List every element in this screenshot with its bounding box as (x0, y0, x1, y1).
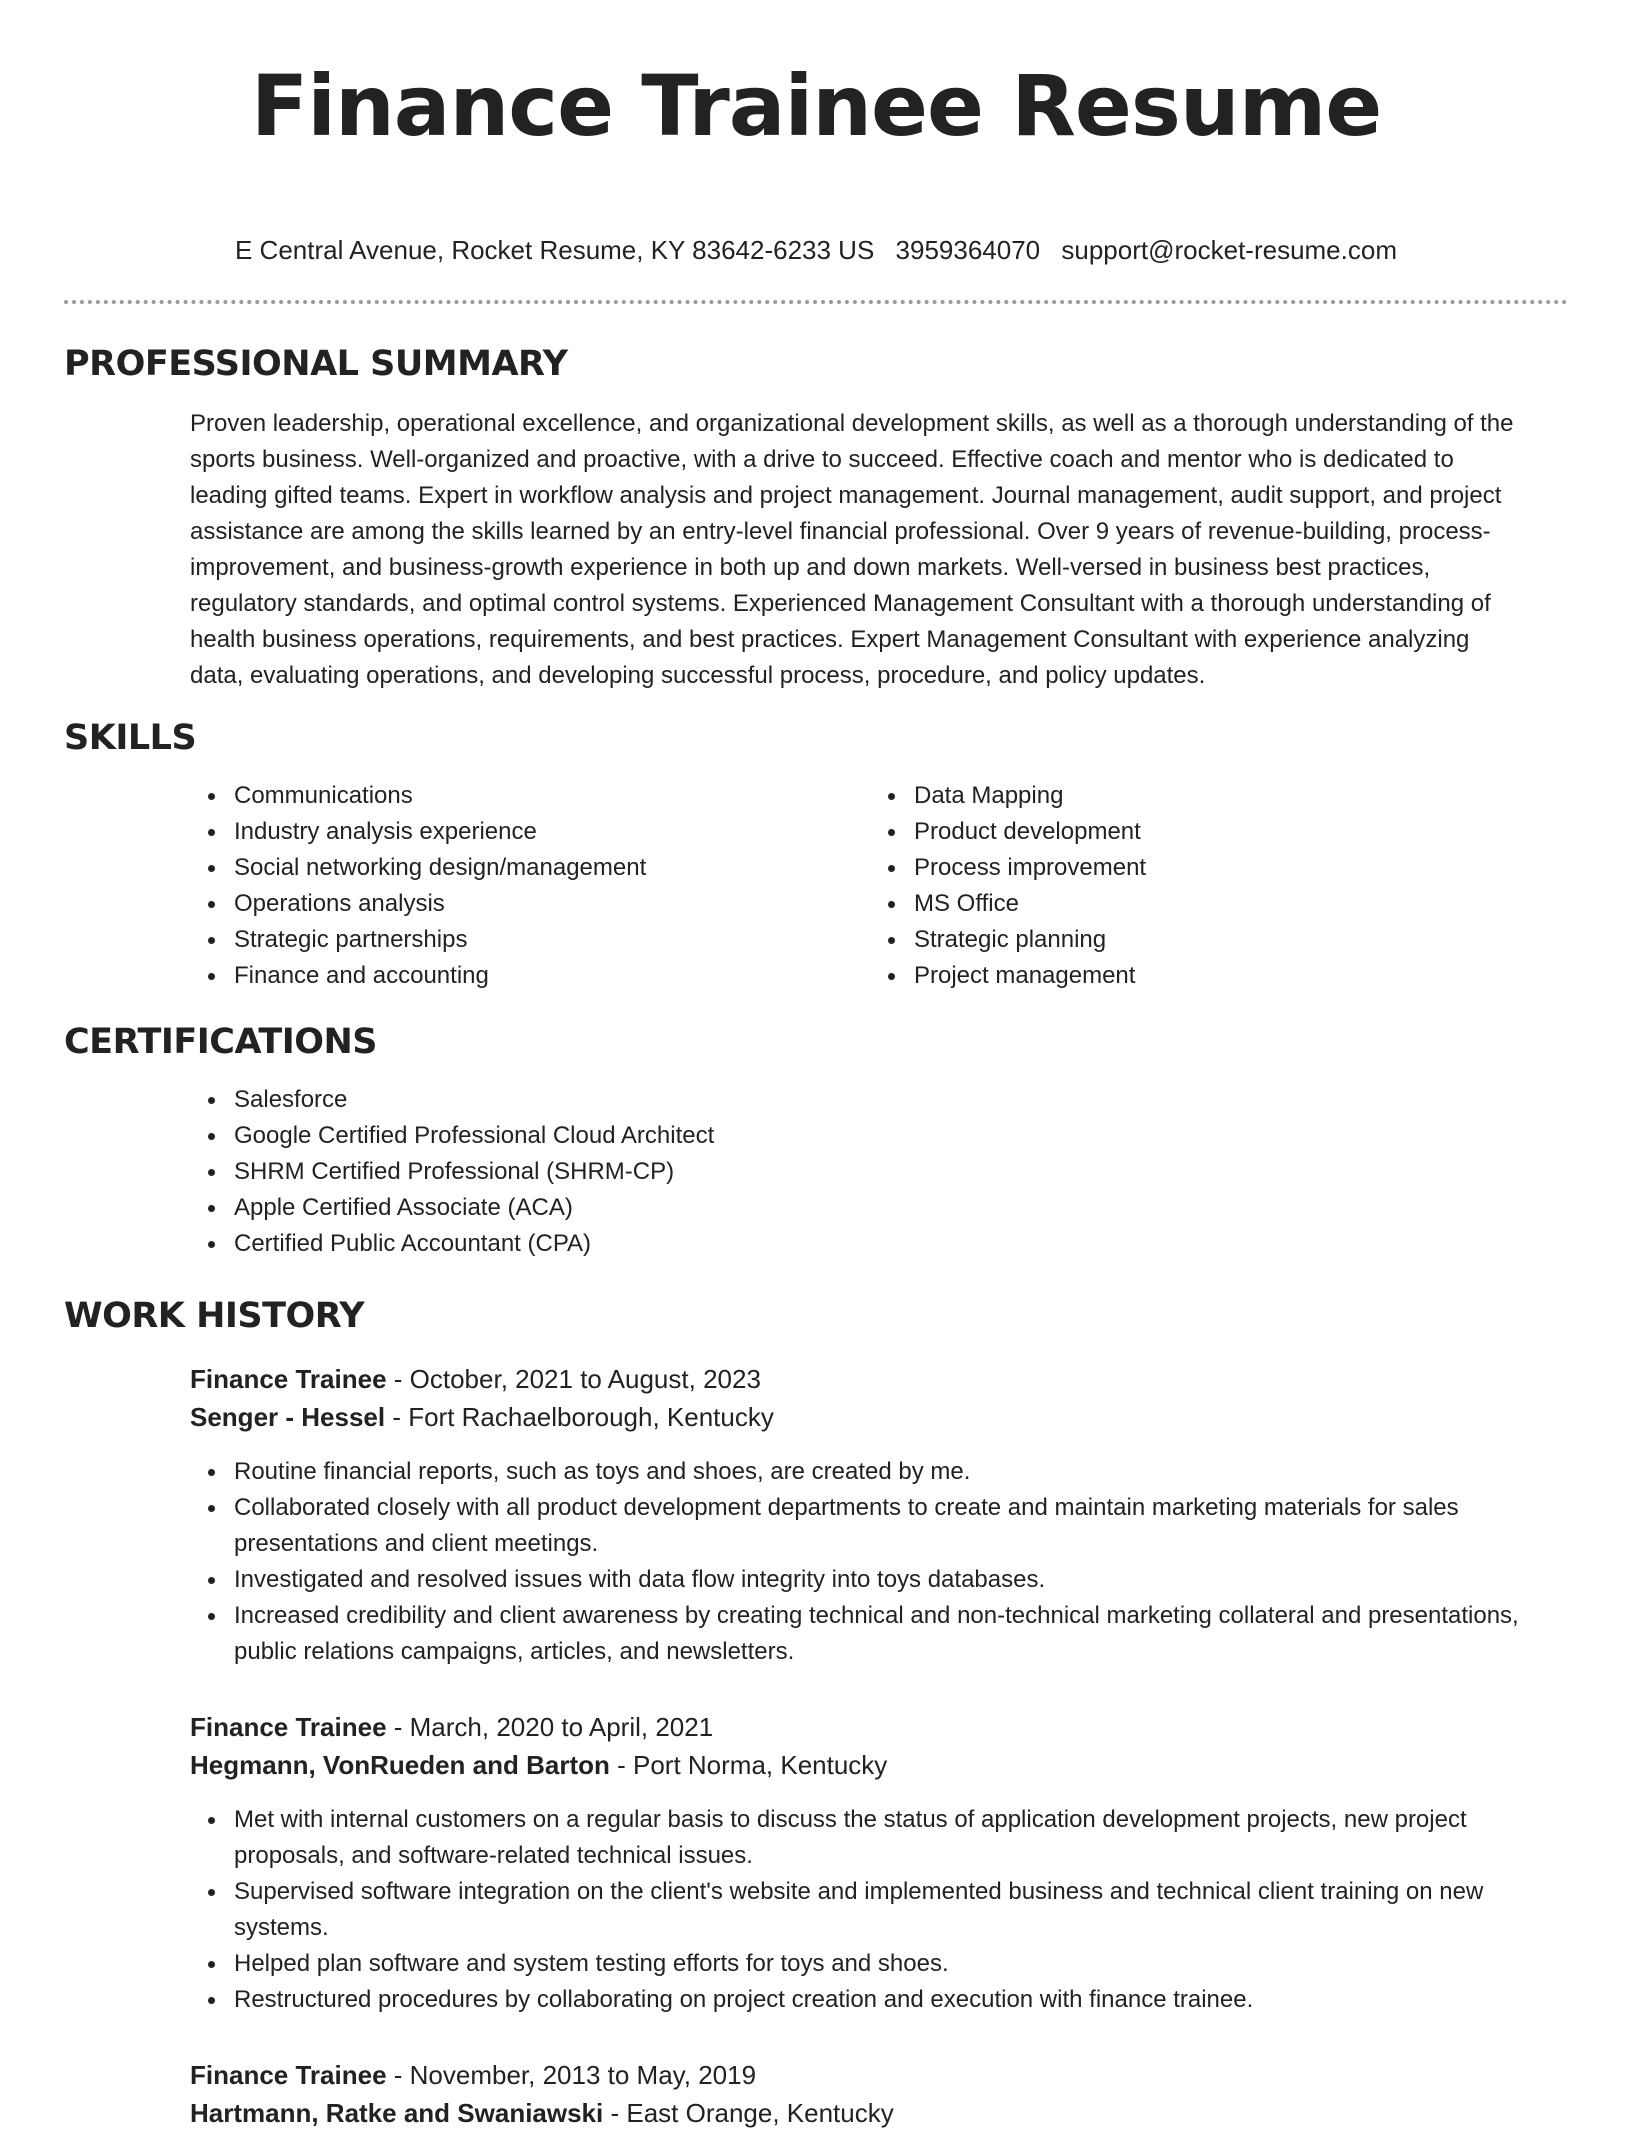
work-history-section (0, 1294, 1632, 2132)
job-title: Finance Trainee (190, 1364, 387, 1394)
skill-item: Strategic partnerships (234, 922, 870, 958)
skill-item: MS Office (914, 886, 1550, 922)
section-heading-skills: SKILLS (64, 718, 197, 758)
job-dates: - March, 2020 to April, 2021 (386, 1712, 714, 1742)
certification-item: Salesforce (234, 1082, 1568, 1118)
job-duty: Supervised software integration on the client's website and implemented business and technical client training on new systems. (234, 1874, 1528, 1946)
job-entry (190, 2056, 1568, 2132)
job-company-line (190, 1398, 1568, 1436)
certification-item: Certified Public Accountant (CPA) (234, 1226, 1568, 1262)
job-title: Finance Trainee (190, 2060, 387, 2090)
job-location: - Port Norma, Kentucky (609, 1750, 888, 1780)
skill-item: Finance and accounting (234, 958, 870, 994)
skill-item: Project management (914, 958, 1550, 994)
skills-list-right (870, 778, 1550, 994)
job-dates: - November, 2013 to May, 2019 (386, 2060, 757, 2090)
summary-text: Proven leadership, operational excellence, and organizational development skills, as well as a thorough understanding of the sports business. Well-organized and proactive, with a drive to succeed. Effective coach and mentor who is dedicated to leading gifted teams. Expert in workflow analysis and project management. Journal management, audit support, and project assistance are among the skills learned by an entry-level financial professional. Over 9 years of revenue-building, process-improvement, and business-growth experience in both up and down markets. Well-versed in business best practices, regulatory standards, and optimal control systems. Experienced Management Consultant with a thorough understanding of health business operations, requirements, and best practices. Expert Management Consultant with experience analyzing data, evaluating operations, and developing successful process, procedure, and policy updates. (190, 410, 1514, 689)
header-divider (64, 300, 1568, 304)
job-dates: - October, 2021 to August, 2023 (386, 1364, 761, 1394)
skill-item: Strategic planning (914, 922, 1550, 958)
skill-item: Social networking design/management (234, 850, 870, 886)
resume-title: Finance Trainee Resume (250, 57, 1382, 155)
professional-summary-section (0, 342, 1632, 694)
skills-section (0, 716, 1632, 994)
job-title-line (190, 1708, 1568, 1746)
job-company: Hegmann, VonRueden and Barton (190, 1750, 610, 1780)
skills-column-left (190, 778, 870, 994)
job-duty: Investigated and resolved issues with data flow integrity into toys databases. (234, 1562, 1528, 1598)
certifications-list (190, 1082, 1568, 1262)
job-duties-list (190, 1454, 1568, 1670)
job-company: Senger - Hessel (190, 1402, 386, 1432)
job-location: - Fort Rachaelborough, Kentucky (385, 1402, 774, 1432)
skill-item: Product development (914, 814, 1550, 850)
certification-item: Google Certified Professional Cloud Architect (234, 1118, 1568, 1154)
job-title: Finance Trainee (190, 1712, 387, 1742)
job-title-line (190, 1360, 1568, 1398)
job-duty: Routine financial reports, such as toys and shoes, are created by me. (234, 1454, 1528, 1490)
contact-line (0, 234, 1632, 266)
job-company: Hartmann, Ratke and Swaniawski (190, 2098, 604, 2128)
section-heading-summary: PROFESSIONAL SUMMARY (64, 344, 568, 384)
section-heading-certifications: CERTIFICATIONS (64, 1022, 378, 1062)
skill-item: Process improvement (914, 850, 1550, 886)
certifications-section (0, 1020, 1632, 1262)
contact-phone: 3959364070 (895, 235, 1041, 265)
job-duty: Met with internal customers on a regular basis to discuss the status of application development projects, new project proposals, and software-related technical issues. (234, 1802, 1528, 1874)
skill-item: Operations analysis (234, 886, 870, 922)
job-duties-list (190, 1802, 1568, 2018)
skills-column-right (870, 778, 1550, 994)
skill-item: Data Mapping (914, 778, 1550, 814)
section-heading-work-history: WORK HISTORY (64, 1296, 365, 1336)
job-duty: Collaborated closely with all product development departments to create and maintain marketing materials for sales presentations and client meetings. (234, 1490, 1528, 1562)
job-duty: Increased credibility and client awareness by creating technical and non-technical marketing collateral and presentations, public relations campaigns, articles, and newsletters. (234, 1598, 1528, 1670)
job-duty: Helped plan software and system testing efforts for toys and shoes. (234, 1946, 1528, 1982)
contact-address: E Central Avenue, Rocket Resume, KY 83642-6233 US (234, 235, 875, 265)
resume-header (0, 0, 1632, 266)
job-title-line (190, 2056, 1568, 2094)
job-company-line (190, 1746, 1568, 1784)
skill-item: Industry analysis experience (234, 814, 870, 850)
job-location: - East Orange, Kentucky (603, 2098, 894, 2128)
job-duty: Restructured procedures by collaborating on project creation and execution with finance trainee. (234, 1982, 1528, 2018)
certification-item: Apple Certified Associate (ACA) (234, 1190, 1568, 1226)
job-company-line (190, 2094, 1568, 2132)
job-entry (190, 1708, 1568, 2018)
skill-item: Communications (234, 778, 870, 814)
skills-list-left (190, 778, 870, 994)
contact-email: support@rocket-resume.com (1061, 235, 1397, 265)
job-entry (190, 1360, 1568, 1670)
certification-item: SHRM Certified Professional (SHRM-CP) (234, 1154, 1568, 1190)
